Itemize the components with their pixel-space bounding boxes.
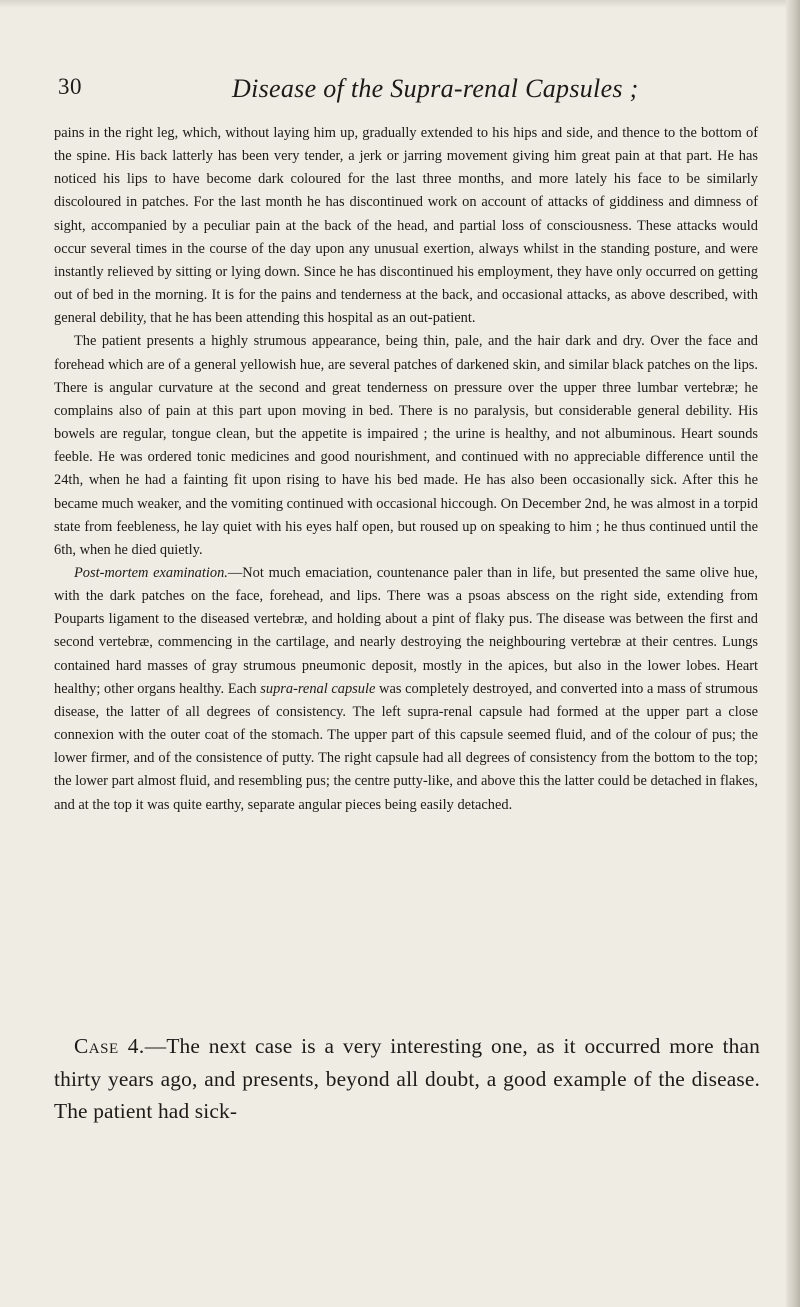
post-mortem-italic-term: supra-renal capsule bbox=[260, 680, 376, 697]
page-number: 30 bbox=[58, 74, 82, 99]
case-4-block bbox=[54, 1030, 760, 1128]
post-mortem-text-1: —Not much emaciation, countenance paler than in life, but presented the same olive hue, with the dark patches on the face, forehead, and lips. There was a psoas abscess on the right side, extending from Pouparts ligament to the diseased vertebræ, and holding about a pint of flaky pus. The disease was between the first and second vertebræ, commencing in the cartilage, and nearly destroying the neighbouring vertebræ at their centres. Lungs contained hard masses of gray strumous pneumonic deposit, mostly in the apices, but also in the lower lobes. Heart healthy; other organs healthy. Each bbox=[54, 564, 758, 697]
paragraph-post-mortem bbox=[54, 562, 758, 817]
body-text bbox=[54, 122, 758, 817]
case-4-label: Case 4. bbox=[74, 1034, 145, 1058]
page-top-shadow bbox=[0, 0, 800, 8]
paragraph-history: pains in the right leg, which, without laying him up, gradually extended to his hips and side, and thence to the bottom of the spine. His back latterly has been very tender, a jerk or jarring movement giving him great pain at that part. He has noticed his lips to have become dark coloured for the last three months, and more lately his face to be similarly discoloured in patches. For the last month he has discontinued work on account of attacks of giddiness and dimness of sight, accompanied by a peculiar pain at the back of the head, and partial loss of consciousness. These attacks would occur several times in the course of the day upon any unusual exertion, always whilst in the standing posture, and were instantly relieved by sitting or lying down. Since he has discontinued his employment, they have only occurred on getting out of bed in the morning. It is for the pains and tenderness at the back, and occasional attacks, as above described, with general debility, that he has been attending this hospital as an out-patient. bbox=[54, 125, 758, 327]
running-title: Disease of the Supra-renal Capsules ; bbox=[232, 74, 639, 103]
paragraph-presentation: The patient presents a highly strumous appearance, being thin, pale, and the hair dark and dry. Over the face and forehead which are of a general yellowish hue, are several patches of darkened skin, and similar black patches on the lips. There is angular curvature at the second and great tenderness on pressure over the upper three lumbar vertebræ; he complains also of pain at this part upon moving in bed. There is no paralysis, but considerable general debility. His bowels are regular, tongue clean, but the appetite is impaired ; the urine is healthy, and not albuminous. Heart sounds feeble. He was ordered tonic medicines and good nourishment, and continued with no appreciable difference until the 24th, when he had a fainting fit upon rising to have his bed made. He has also been occasionally sick. After this he became much weaker, and the vomiting continued with occasional hiccough. On December 2nd, he was almost in a torpid state from feebleness, he lay quiet with his eyes half open, but roused up on speaking to him ; he thus continued until the 6th, when he died quietly. bbox=[54, 333, 758, 558]
case-4-paragraph bbox=[54, 1030, 760, 1128]
case-4-text: —The next case is a very interesting one, as it occurred more than thirty years ago, and presents, beyond all doubt, a good example of the disease. The patient had sick- bbox=[54, 1034, 761, 1123]
post-mortem-text-2: was completely destroyed, and converted into a mass of strumous disease, the latter of all degrees of consistency. The left supra-renal capsule had formed at the upper part a close connexion with the outer coat of the stomach. The upper part of this capsule seemed fluid, and of the colour of pus; the lower firmer, and of the consistence of putty. The right capsule had all degrees of consistency from the bottom to the top; the lower part almost fluid, and resembling pus; the centre putty-like, and above this the latter could be detached in flakes, and at the top it was quite earthy, separate angular pieces being easily detached. bbox=[54, 680, 758, 813]
post-mortem-heading: Post-mortem examination. bbox=[74, 564, 228, 581]
page-header bbox=[58, 74, 758, 108]
page-edge-shadow bbox=[786, 0, 800, 1307]
